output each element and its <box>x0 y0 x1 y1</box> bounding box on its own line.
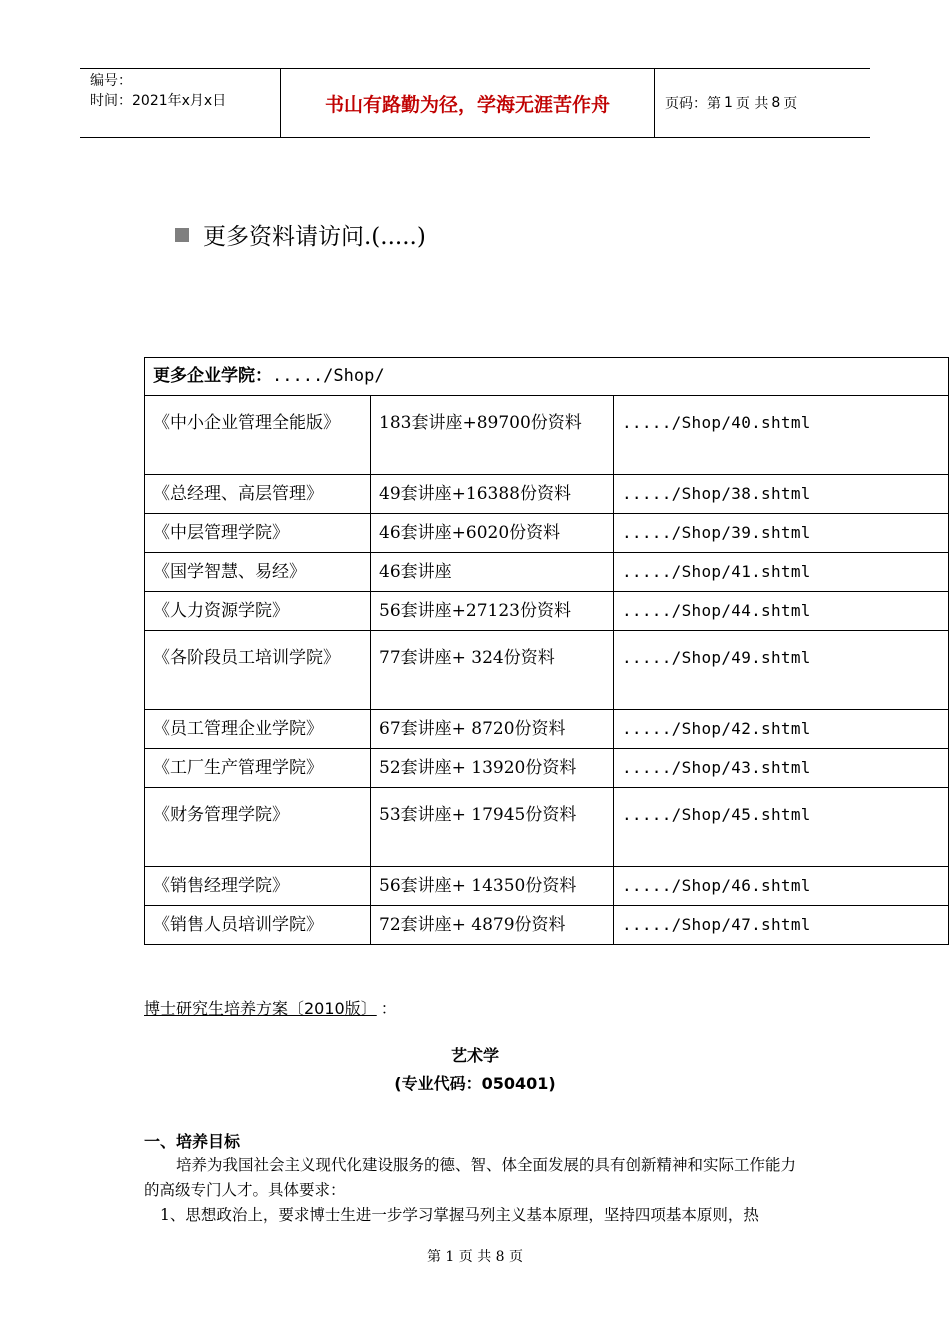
table-row <box>145 396 949 475</box>
table-row <box>145 867 949 906</box>
more-info-text: 更多资料请访问.(.....) <box>203 224 426 250</box>
page-footer: 第 1 页 共 8 页 <box>426 1249 524 1265</box>
table-row <box>145 592 949 631</box>
course-count-cell: 67套讲座+ 8720份资料 <box>371 710 614 749</box>
course-count-cell: 46套讲座 <box>371 553 614 592</box>
shop-table <box>144 357 949 945</box>
table-row <box>145 631 949 710</box>
course-name-cell: 《中小企业管理全能版》 <box>145 396 371 475</box>
table-row <box>145 514 949 553</box>
course-name-cell: 《人力资源学院》 <box>145 592 371 631</box>
course-url-cell[interactable]: ...../Shop/40.shtml <box>614 396 949 475</box>
subject-code: (专业代码：050401) <box>394 1074 556 1093</box>
table-row <box>145 788 949 867</box>
program-title-colon: ： <box>380 999 397 1018</box>
course-url-cell[interactable]: ...../Shop/41.shtml <box>614 553 949 592</box>
table-header-label: 更多企业学院： <box>153 366 272 386</box>
section-list-item: 1、思想政治上，要求博士生进一步学习掌握马列主义基本原理，坚持四项基本原则，热 <box>160 1206 759 1224</box>
program-title-text: 博士研究生培养方案〔2010版〕 <box>144 999 377 1018</box>
course-url-cell[interactable]: ...../Shop/38.shtml <box>614 475 949 514</box>
course-url-cell[interactable]: ...../Shop/49.shtml <box>614 631 949 710</box>
course-name-cell: 《中层管理学院》 <box>145 514 371 553</box>
course-name-cell: 《销售经理学院》 <box>145 867 371 906</box>
table-row <box>145 475 949 514</box>
table-row <box>145 906 949 945</box>
document-number-label: 编号： <box>90 73 132 89</box>
header-page-info <box>655 69 870 137</box>
course-url-cell[interactable]: ...../Shop/42.shtml <box>614 710 949 749</box>
table-header-row <box>145 358 949 396</box>
course-count-cell: 53套讲座+ 17945份资料 <box>371 788 614 867</box>
course-name-cell: 《各阶段员工培训学院》 <box>145 631 371 710</box>
course-name-cell: 《工厂生产管理学院》 <box>145 749 371 788</box>
course-url-cell[interactable]: ...../Shop/39.shtml <box>614 514 949 553</box>
course-name-cell: 《财务管理学院》 <box>145 788 371 867</box>
course-name-cell: 《国学智慧、易经》 <box>145 553 371 592</box>
section-heading: 一、培养目标 <box>144 1132 241 1151</box>
course-name-cell: 《销售人员培训学院》 <box>145 906 371 945</box>
page-mid: 页 共 <box>735 96 769 112</box>
page-prefix: 页码：第 <box>665 96 721 112</box>
page-suffix: 页 <box>783 96 798 112</box>
course-count-cell: 72套讲座+ 4879份资料 <box>371 906 614 945</box>
table-header-cell <box>145 358 949 396</box>
course-count-cell: 56套讲座+ 14350份资料 <box>371 867 614 906</box>
page-header <box>80 68 870 138</box>
course-name-cell: 《员工管理企业学院》 <box>145 710 371 749</box>
header-motto: 书山有路勤为径，学海无涯苦作舟 <box>281 69 655 137</box>
header-meta <box>80 69 281 137</box>
course-url-cell[interactable]: ...../Shop/46.shtml <box>614 867 949 906</box>
course-url-cell[interactable]: ...../Shop/43.shtml <box>614 749 949 788</box>
table-row <box>145 749 949 788</box>
section-paragraph: 培养为我国社会主义现代化建设服务的德、智、体全面发展的具有创新精神和实际工作能力的高级专门人才。具体要求： <box>144 1156 797 1199</box>
page-total: 8 <box>771 95 781 111</box>
subject-title: 艺术学 <box>450 1046 499 1065</box>
table-header-url[interactable]: ...../Shop/ <box>272 366 385 386</box>
course-count-cell: 52套讲座+ 13920份资料 <box>371 749 614 788</box>
table-row <box>145 553 949 592</box>
course-count-cell: 77套讲座+ 324份资料 <box>371 631 614 710</box>
course-url-cell[interactable]: ...../Shop/45.shtml <box>614 788 949 867</box>
course-url-cell[interactable]: ...../Shop/47.shtml <box>614 906 949 945</box>
more-info-line <box>175 218 426 251</box>
table-row <box>145 710 949 749</box>
course-count-cell: 49套讲座+16388份资料 <box>371 475 614 514</box>
course-name-cell: 《总经理、高层管理》 <box>145 475 371 514</box>
document-time-label: 时间：2021年x月x日 <box>90 93 227 109</box>
course-count-cell: 46套讲座+6020份资料 <box>371 514 614 553</box>
course-count-cell: 56套讲座+27123份资料 <box>371 592 614 631</box>
program-title <box>144 996 397 1019</box>
square-bullet-icon <box>175 228 189 242</box>
page-current: 1 <box>724 95 733 111</box>
course-url-cell[interactable]: ...../Shop/44.shtml <box>614 592 949 631</box>
course-count-cell: 183套讲座+89700份资料 <box>371 396 614 475</box>
